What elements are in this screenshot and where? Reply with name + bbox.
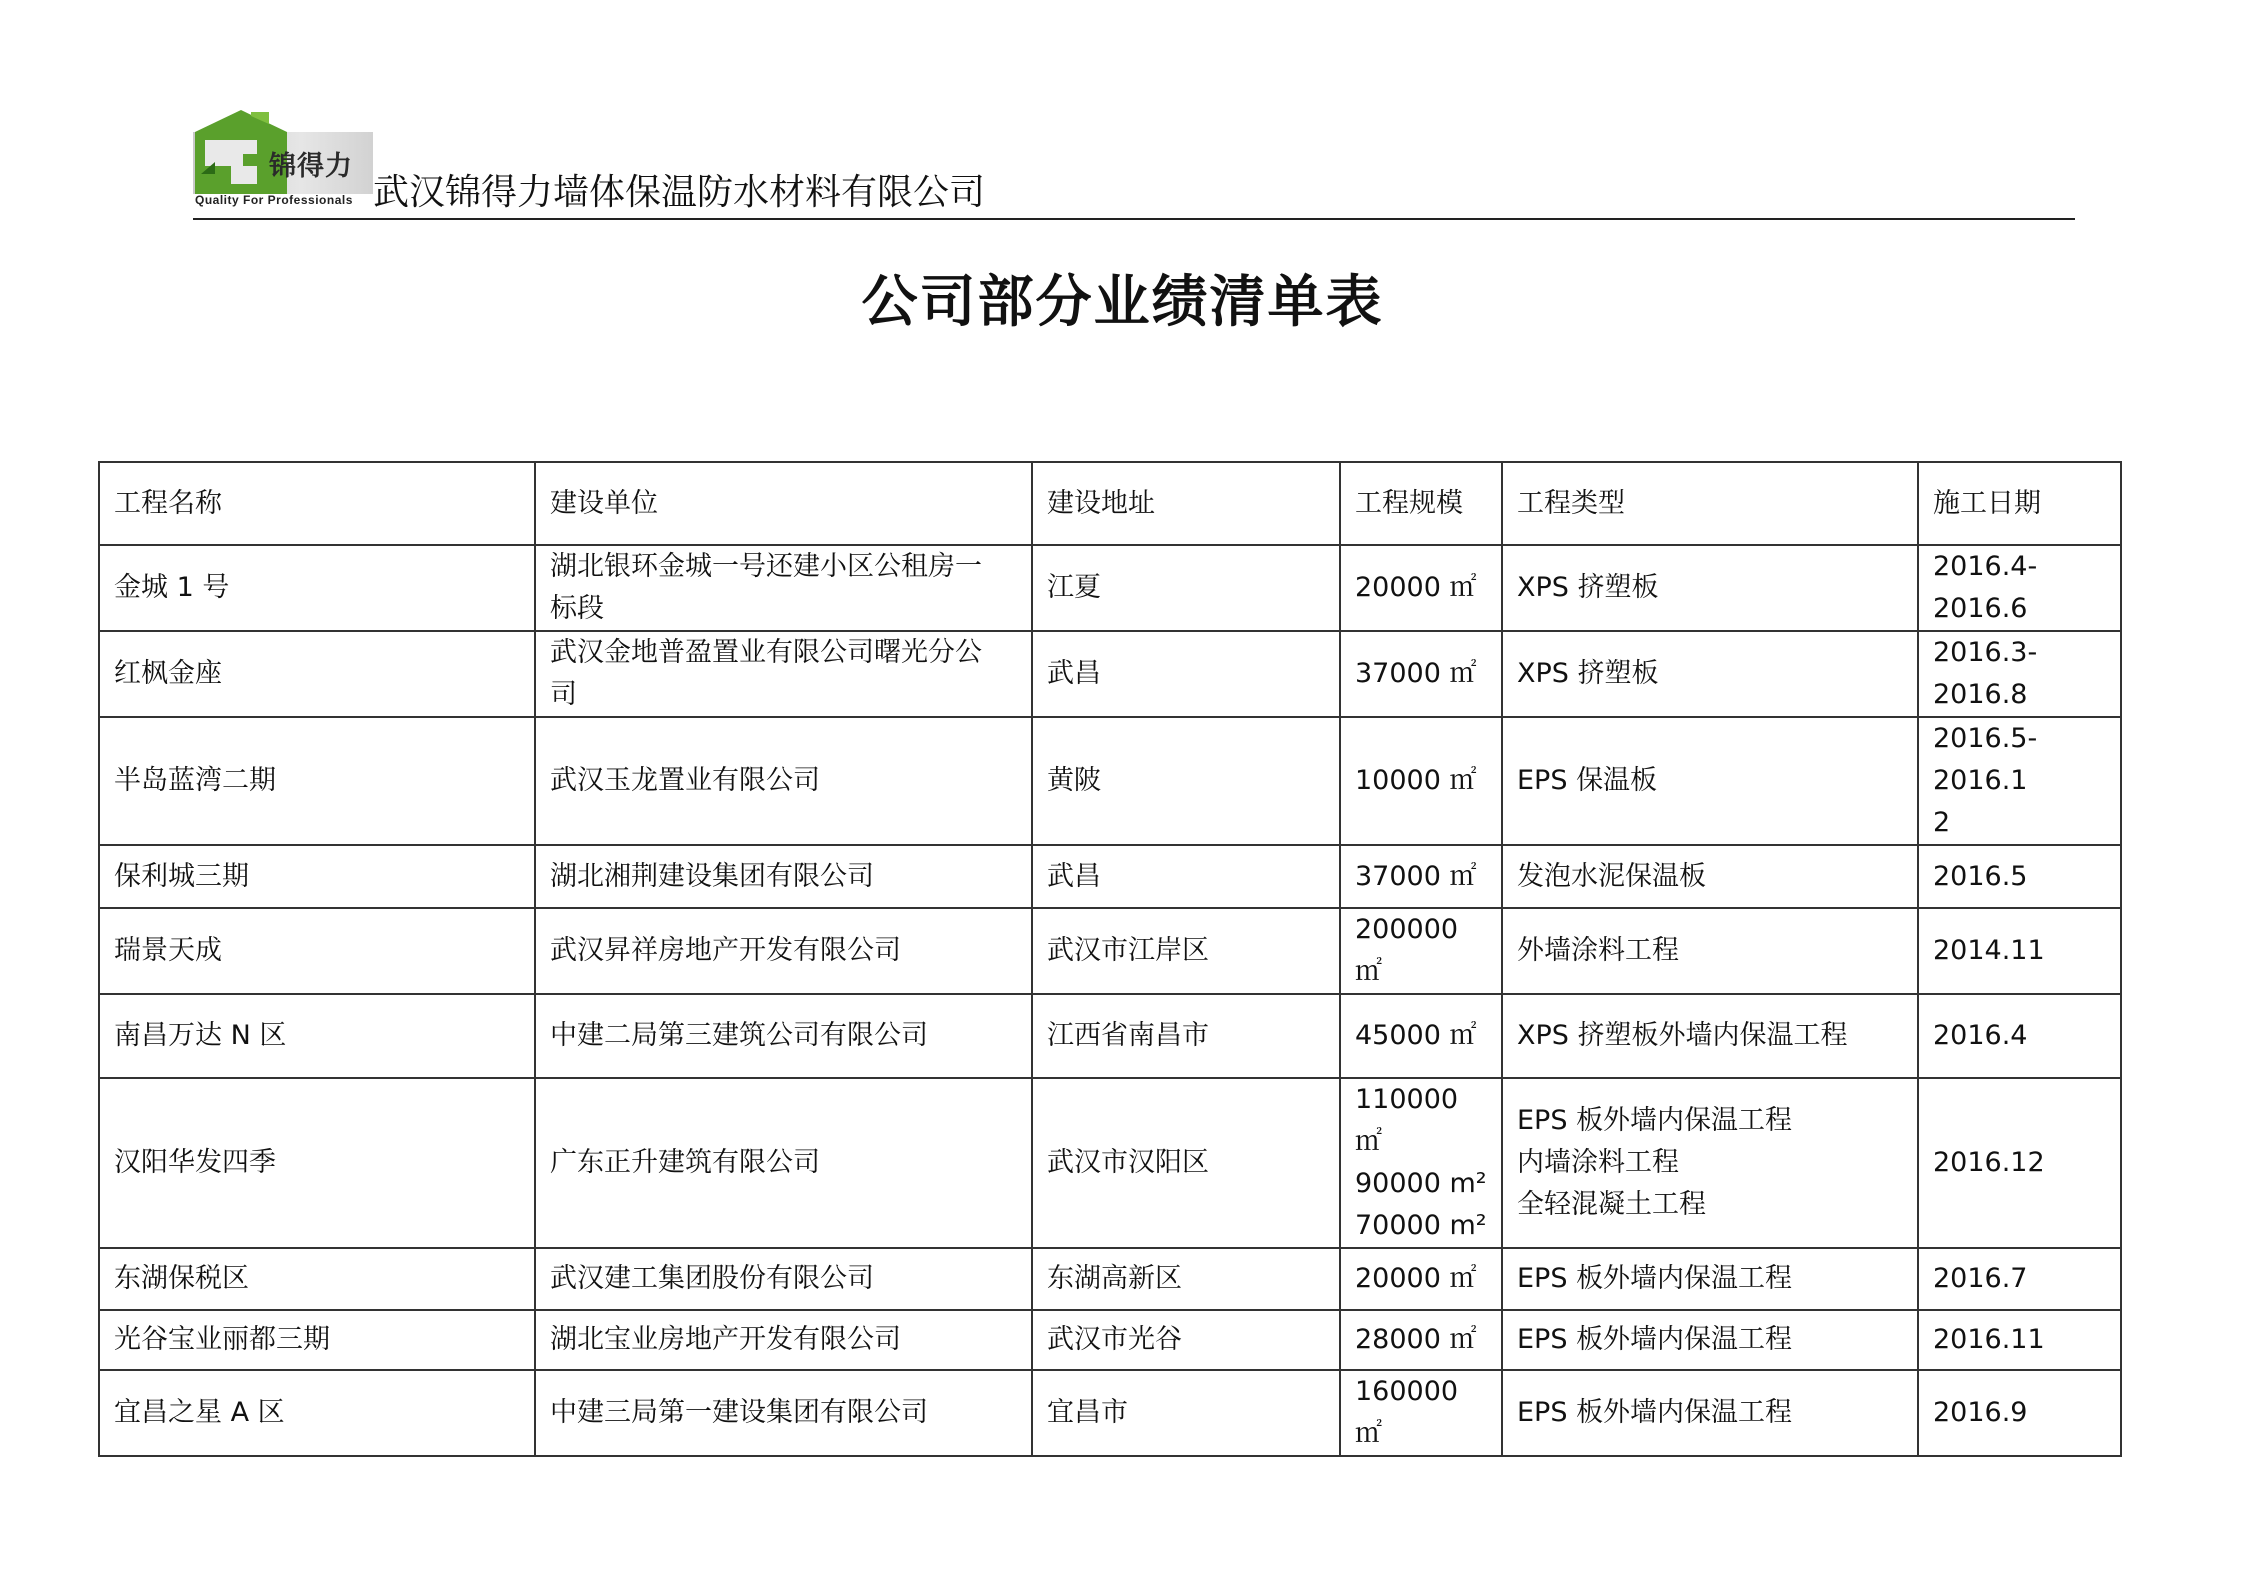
cell-text-line: XPS 挤塑板: [1517, 572, 1659, 603]
table-header-column-date: 施工日期: [1918, 462, 2121, 545]
cell-text-line: 37000 ㎡: [1355, 860, 1477, 892]
address-cell: 东湖高新区: [1032, 1248, 1340, 1310]
scale-cell: [1340, 631, 1502, 717]
unit-cell: [535, 908, 1032, 994]
cell-text-line: 武汉建工集团股份有限公司: [550, 1263, 874, 1294]
cell-text-line: 10000 ㎡: [1355, 765, 1477, 796]
name-cell: 半岛蓝湾二期: [99, 717, 535, 845]
cell-text-line: 发泡水泥保温板: [1517, 860, 1706, 892]
logo-english-text: Quality For Professionals: [195, 193, 353, 207]
cell-text-line: 广东正升建筑有限公司: [550, 1147, 820, 1178]
table-row: [99, 908, 2121, 994]
cell-text-line: EPS 板外墙内保温工程: [1517, 1397, 1793, 1428]
cell-text-line: 2016.7: [1933, 1263, 2028, 1294]
document-title: 公司部分业绩清单表: [861, 270, 1384, 335]
date-cell: [1918, 1310, 2121, 1370]
address-cell: 江夏: [1032, 545, 1340, 631]
name-cell: 保利城三期: [99, 845, 535, 908]
name-cell: 光谷宝业丽都三期: [99, 1310, 535, 1370]
cell-text-line: 标段: [550, 593, 604, 624]
table-header-column-scale: 工程规模: [1340, 462, 1502, 545]
cell-text-line: EPS 板外墙内保温工程: [1517, 1105, 1793, 1136]
header-divider: [193, 218, 2075, 220]
date-cell: [1918, 845, 2121, 908]
table-row: [99, 1370, 2121, 1456]
cell-text-line: 70000 m²: [1355, 1210, 1487, 1241]
cell-text-line: 2: [1933, 807, 1951, 838]
table-header-row: [99, 462, 2121, 545]
unit-cell: [535, 994, 1032, 1078]
name-cell: 宜昌之星 A 区: [99, 1370, 535, 1456]
cell-text-line: 2016.4-2016.6: [1933, 551, 2038, 624]
type-cell: [1502, 1310, 1918, 1370]
name-cell: 汉阳华发四季: [99, 1078, 535, 1248]
cell-text-line: 28000 ㎡: [1355, 1324, 1477, 1355]
table-header-column-unit: 建设单位: [535, 462, 1032, 545]
company-logo: [193, 110, 373, 210]
page-header: [193, 110, 2075, 222]
cell-text-line: 2016.9: [1933, 1397, 2028, 1428]
type-cell: [1502, 717, 1918, 845]
cell-text-line: 外墙涂料工程: [1517, 935, 1679, 966]
cell-text-line: 司: [550, 679, 577, 710]
cell-text-line: 湖北宝业房地产开发有限公司: [550, 1324, 901, 1355]
cell-text-line: 37000 ㎡: [1355, 658, 1477, 689]
cell-text-line: 200000 ㎡: [1355, 914, 1459, 987]
scale-cell: [1340, 1248, 1502, 1310]
cell-text-line: EPS 板外墙内保温工程: [1517, 1324, 1793, 1355]
date-cell: [1918, 631, 2121, 717]
address-cell: 武昌: [1032, 631, 1340, 717]
cell-text-line: 2016.11: [1933, 1324, 2045, 1355]
type-cell: [1502, 845, 1918, 908]
address-cell: 武汉市汉阳区: [1032, 1078, 1340, 1248]
cell-text-line: 110000 ㎡: [1355, 1084, 1459, 1157]
table-row: [99, 631, 2121, 717]
name-cell: 东湖保税区: [99, 1248, 535, 1310]
cell-text-line: 内墙涂料工程: [1517, 1147, 1679, 1178]
cell-text-line: 90000 m²: [1355, 1168, 1487, 1199]
table-body: [99, 545, 2121, 1456]
scale-cell: [1340, 1078, 1502, 1248]
cell-text-line: 160000 ㎡: [1355, 1376, 1459, 1449]
company-name: 武汉锦得力墙体保温防水材料有限公司: [373, 172, 986, 213]
table-row: [99, 994, 2121, 1078]
table-row: [99, 1310, 2121, 1370]
unit-cell: [535, 545, 1032, 631]
table-row: [99, 717, 2121, 845]
cell-text-line: 武汉金地普盈置业有限公司曙光分公: [550, 637, 982, 668]
cell-text-line: 20000 ㎡: [1355, 572, 1477, 603]
unit-cell: [535, 631, 1032, 717]
logo-chinese-text: 锦得力: [269, 151, 353, 182]
type-cell: [1502, 545, 1918, 631]
cell-text-line: EPS 板外墙内保温工程: [1517, 1263, 1793, 1294]
unit-cell: [535, 717, 1032, 845]
type-cell: [1502, 1370, 1918, 1456]
name-cell: 金城 1 号: [99, 545, 535, 631]
cell-text-line: 2016.4: [1933, 1020, 2028, 1051]
address-cell: 黄陂: [1032, 717, 1340, 845]
cell-text-line: 2016.3-2016.8: [1933, 637, 2038, 710]
name-cell: 红枫金座: [99, 631, 535, 717]
cell-text-line: 湖北湘荆建设集团有限公司: [550, 860, 874, 892]
date-cell: [1918, 908, 2121, 994]
date-cell: [1918, 717, 2121, 845]
scale-cell: [1340, 845, 1502, 908]
table-header-column-type: 工程类型: [1502, 462, 1918, 545]
table-row: [99, 545, 2121, 631]
scale-cell: [1340, 545, 1502, 631]
address-cell: 江西省南昌市: [1032, 994, 1340, 1078]
scale-cell: [1340, 1310, 1502, 1370]
table-row: [99, 845, 2121, 908]
scale-cell: [1340, 994, 1502, 1078]
date-cell: [1918, 545, 2121, 631]
scale-cell: [1340, 1370, 1502, 1456]
project-results-table: [98, 461, 2122, 1457]
cell-text-line: XPS 挤塑板外墙内保温工程: [1517, 1020, 1848, 1051]
type-cell: [1502, 631, 1918, 717]
name-cell: 南昌万达 N 区: [99, 994, 535, 1078]
address-cell: 武汉市江岸区: [1032, 908, 1340, 994]
type-cell: [1502, 994, 1918, 1078]
cell-text-line: 武汉昇祥房地产开发有限公司: [550, 935, 901, 966]
scale-cell: [1340, 717, 1502, 845]
cell-text-line: 湖北银环金城一号还建小区公租房一: [550, 551, 982, 582]
cell-text-line: 武汉玉龙置业有限公司: [550, 765, 820, 796]
cell-text-line: 全轻混凝土工程: [1517, 1189, 1706, 1220]
cell-text-line: 2016.5-2016.1: [1933, 723, 2038, 796]
date-cell: [1918, 1370, 2121, 1456]
cell-text-line: 中建二局第三建筑公司有限公司: [550, 1020, 928, 1051]
unit-cell: [535, 1310, 1032, 1370]
cell-text-line: 中建三局第一建设集团有限公司: [550, 1397, 928, 1428]
type-cell: [1502, 1078, 1918, 1248]
table-row: [99, 1078, 2121, 1248]
unit-cell: [535, 845, 1032, 908]
address-cell: 武昌: [1032, 845, 1340, 908]
cell-text-line: 45000 ㎡: [1355, 1020, 1477, 1051]
date-cell: [1918, 1248, 2121, 1310]
cell-text-line: XPS 挤塑板: [1517, 658, 1659, 689]
cell-text-line: 2016.12: [1933, 1147, 2045, 1178]
unit-cell: [535, 1248, 1032, 1310]
address-cell: 宜昌市: [1032, 1370, 1340, 1456]
unit-cell: [535, 1370, 1032, 1456]
cell-text-line: 2016.5: [1933, 860, 2028, 892]
table-row: [99, 1248, 2121, 1310]
name-cell: 瑞景天成: [99, 908, 535, 994]
scale-cell: [1340, 908, 1502, 994]
date-cell: [1918, 1078, 2121, 1248]
cell-text-line: EPS 保温板: [1517, 765, 1658, 796]
table-header-column-name: 工程名称: [99, 462, 535, 545]
type-cell: [1502, 908, 1918, 994]
table-header-column-address: 建设地址: [1032, 462, 1340, 545]
address-cell: 武汉市光谷: [1032, 1310, 1340, 1370]
cell-text-line: 2014.11: [1933, 935, 2045, 966]
type-cell: [1502, 1248, 1918, 1310]
cell-text-line: 20000 ㎡: [1355, 1263, 1477, 1294]
unit-cell: [535, 1078, 1032, 1248]
date-cell: [1918, 994, 2121, 1078]
